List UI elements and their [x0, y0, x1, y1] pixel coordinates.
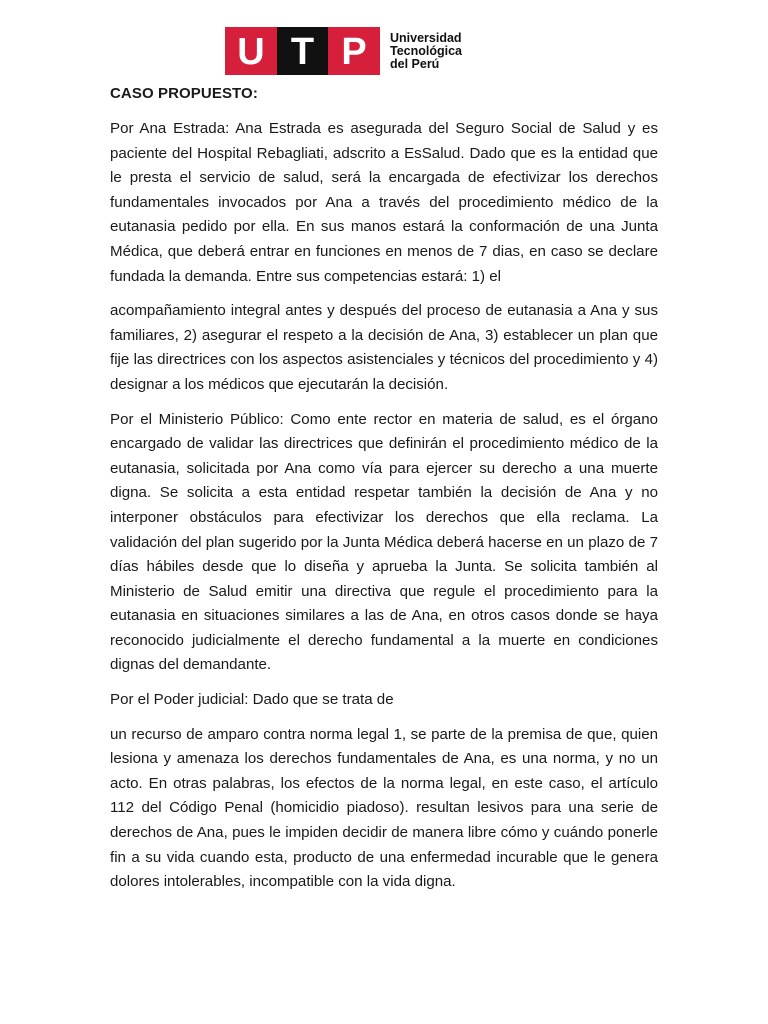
logo-text-line2: Tecnológica — [390, 44, 463, 58]
logo-text-line3: del Perú — [390, 57, 440, 71]
logo-letter-p: P — [341, 31, 367, 73]
utp-logo — [225, 22, 485, 82]
paragraph-acompanamiento: acompañamiento integral antes y después del proceso de eutanasia a Ana y sus familiares, 2) asegurar el respeto a la decisión de Ana, 3) establecer un plan que fije las directrices con los aspectos asistenciales y técnicos del procedimiento y 4) designar a los médicos que ejecutarán la decisión. — [110, 302, 658, 393]
paragraph-recurso-amparo: un recurso de amparo contra norma legal 1, se parte de la premisa de que, quien lesiona y amenaza los derechos fundamentales de Ana, es una norma, y no un acto. En otras palabras, los efectos de la norma legal, en este caso, el artículo 112 del Código Penal (homicidio piadoso). resultan lesivos para una serie de derechos de Ana, pues le impiden decidir de manera libre cómo y cuándo ponerle fin a su vida cuando esta, producto de una enfermedad incurable que le genera dolores intolerables, incompatible con la vida digna. — [110, 725, 658, 891]
logo-text-line1: Universidad — [390, 31, 462, 45]
paragraph-ana-estrada: Por Ana Estrada: Ana Estrada es asegurada del Seguro Social de Salud y es paciente del Hospital Rebagliati, adscrito a EsSalud. Dado que es la entidad que le presta el servicio de salud, será la encargada de efectivizar los derechos fundamentales invocados por Ana a través del procedimiento médico de la eutanasia pedido por ella. En sus manos estará la conformación de una Junta Médica, que deberá entrar en funciones en menos de 7 dias, en caso se declare fundada la demanda. Entre sus competencias estará: 1) el — [110, 120, 658, 285]
logo-letter-u: U — [237, 31, 265, 73]
utp-logo-graphic — [225, 22, 485, 82]
document-body — [110, 84, 658, 905]
paragraph-poder-judicial: Por el Poder judicial: Dado que se trata de — [110, 691, 394, 709]
section-heading: CASO PROPUESTO: — [110, 85, 258, 102]
paragraph-ministerio-publico: Por el Ministerio Público: Como ente rector en materia de salud, es el órgano encargado de validar las directrices que definirán el procedimiento médico de la eutanasia, solicitada por Ana como vía para ejercer su derecho a una muerte digna. Se solicita a esta entidad respetar también la decisión de Ana y no interponer obstáculos para efectivizar los derechos que ella reclama. La validación del plan sugerido por la Junta Médica deberá hacerse en un plazo de 7 días hábiles desde que lo diseña y aprueba la Junta. Se solicita también al Ministerio de Salud emitir una directiva que regule el procedimiento para la eutanasia en situaciones similares a las de Ana, en otros casos donde se haya reconocido judicialmente el derecho fundamental a la muerte en condiciones dignas del demandante. — [110, 410, 658, 674]
logo-letter-t: T — [290, 31, 315, 73]
